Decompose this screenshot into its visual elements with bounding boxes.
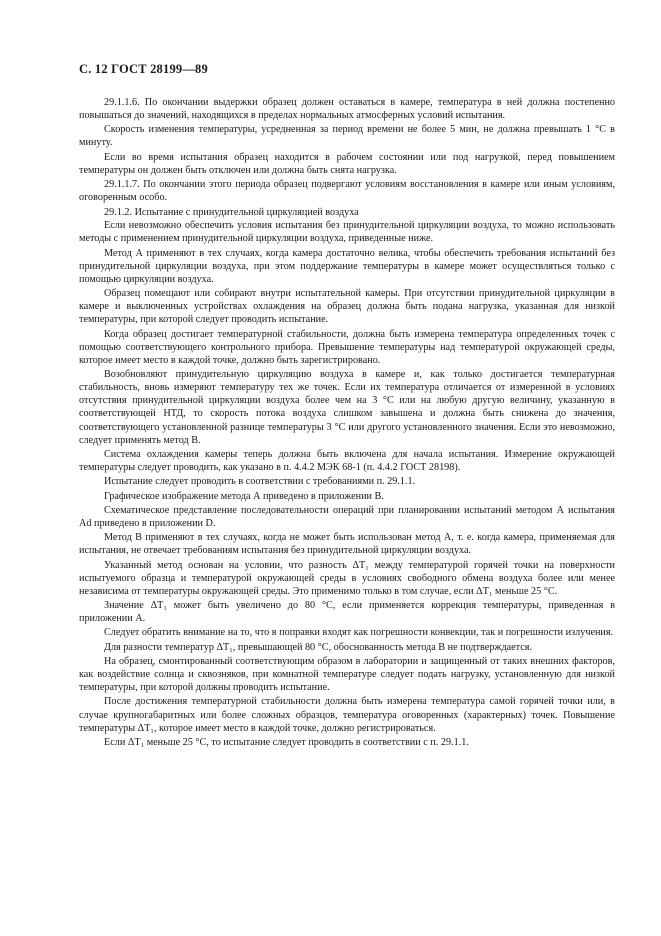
paragraph: Если невозможно обеспечить условия испытания без принудительной циркуляции воздуха, то можно использовать методы с применением принудительной циркуляции воздуха, приведенные ниже. [79, 220, 615, 245]
paragraph: Возобновляют принудительную циркуляцию воздуха в камере и, как только достигается температурная стабильность, вновь измеряют температуру тех же точек. Если их температура отличается от измеренной в условиях отсутствия принудительной циркуляции воздуха более чем на 3 °С или на любую другую величину, указанную в соответствующей НТД, то скорость потока воздуха слишком завышена и должна быть снижена до значения, соответствующего установленной разнице температуры 3 °С или другого установленного значения. Если это невозможно, следует применять метод В. [79, 369, 615, 446]
paragraph: Следует обратить внимание на то, что в поправки входят как погрешности конвекции, так и погрешности излучения. [104, 627, 614, 639]
paragraph: Когда образец достигает температурной стабильности, должна быть измерена температура определенных точек с помощью соответствующего контрольного прибора. Превышение температуры над температурой окружающей среды, которое имеет место в каждой точке, должно быть зарегистрировано. [79, 328, 615, 366]
paragraph: Графическое изображение метода А приведено в приложении В. [104, 490, 384, 502]
section-heading: 29.1.2. Испытание с принудительной циркуляцией воздуха [104, 206, 359, 218]
paragraph: Значение ΔT₁ может быть увеличено до 80 °С, если применяется коррекция температуры, приведенная в приложении А. [79, 600, 615, 625]
paragraph: Для разности температур ΔT₁, превышающей 80 °С, обоснованность метода В не подтверждается. [104, 641, 533, 653]
paragraph: После достижения температурной стабильности должна быть измерена температура самой горячей точки или, в случае крупногабаритных или более сложных образцов, температура оговоренных (характерных) точек. Повышение температуры ΔT₁, которое имеет место в каждой точке, должно регистрироваться. [79, 696, 615, 734]
paragraph: 29.1.1.7. По окончании этого периода образец подвергают условиям восстановления в камере или иным условиям, оговоренным особо. [79, 179, 615, 204]
document-body [79, 96, 615, 750]
paragraph: Скорость изменения температуры, усредненная за период времени не более 5 мин, не должна превышать 1 °С в минуту. [79, 124, 615, 149]
paragraph: 29.1.1.6. По окончании выдержки образец должен оставаться в камере, температура в ней должна постепенно повышаться до значений, находящихся в пределах нормальных атмосферных условий испытания. [79, 97, 615, 122]
paragraph: Испытание следует проводить в соответствии с требованиями п. 29.1.1. [104, 476, 416, 488]
page-header: С. 12 ГОСТ 28199—89 [79, 62, 208, 76]
paragraph: На образец, смонтированный соответствующим образом в лаборатории и защищенный от таких внешних факторов, как воздействие солнца и сквозняков, при комнатной температуре следует подать нагрузку, установленную для низкой температуры, при которой должны проводить испытание. [79, 656, 615, 694]
paragraph: Если ΔT₁ меньше 25 °С, то испытание следует проводить в соответствии с п. 29.1.1. [104, 736, 469, 748]
paragraph: Метод В применяют в тех случаях, когда не может быть использован метод А, т. е. когда камера, применяемая для испытания, не отвечает требованиям испытания без принудительной циркуляции воздуха. [79, 532, 615, 557]
paragraph: Система охлаждения камеры теперь должна быть включена для начала испытания. Измерение окружающей температуры следует проводить, как указано в п. 4.4.2 МЭК 68-1 (п. 4.4.2 ГОСТ 28198). [79, 448, 615, 474]
paragraph: Образец помещают или собирают внутри испытательной камеры. При отсутствии принудительной циркуляции в камере и выключенных устройствах охлаждения на образец должна быть подана нагрузка, указанная для низкой температуры, при которой следует проводить испытание. [79, 288, 615, 326]
paragraph: Метод А применяют в тех случаях, когда камера достаточно велика, чтобы обеспечить требования испытаний без принудительной циркуляции воздуха, при этом поддержание температуры в камере может осуществляться только с помощью циркуляции воздуха. [79, 247, 615, 285]
paragraph: Если во время испытания образец находится в рабочем состоянии или под нагрузкой, перед повышением температуры он должен быть отключен или должна быть снята нагрузка. [79, 151, 615, 176]
paragraph: Схематическое представление последовательности операций при планировании испытаний методом А испытания Ad приведено в приложении D. [79, 504, 615, 529]
paragraph: Указанный метод основан на условии, что разность ΔT₁ между температурой горячей точки на поверхности испытуемого образца и температурой окружающей среды в условиях свободного обмена воздуха более или менее независима от температуры окружающей среды. Это применимо только в том случае, если ΔT₁ меньше 25 °С. [79, 559, 615, 597]
